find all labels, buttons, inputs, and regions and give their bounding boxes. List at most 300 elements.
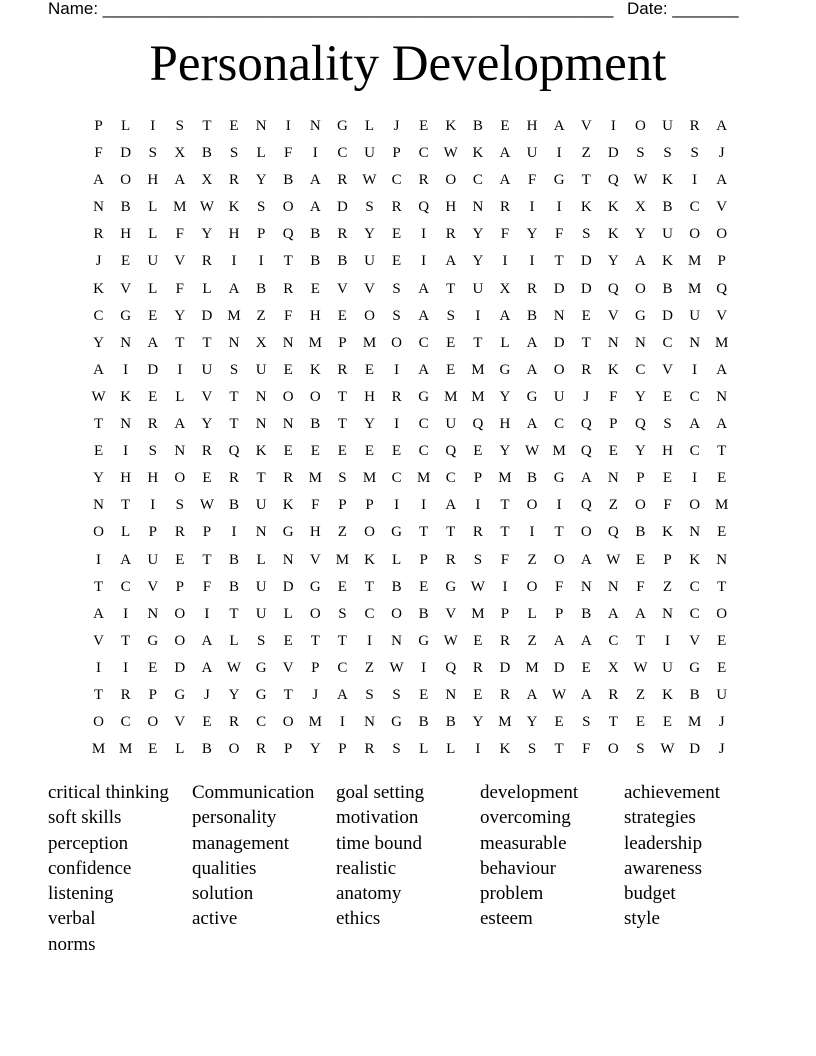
grid-letter: T <box>175 334 185 351</box>
grid-letter: D <box>336 199 348 216</box>
grid-letter: R <box>499 632 510 649</box>
date-field-label: Date: _______ <box>627 0 739 18</box>
grid-letter: H <box>120 226 132 243</box>
grid-letter: A <box>526 416 538 433</box>
grid-letter: M <box>308 470 322 487</box>
grid-letter: E <box>148 388 158 405</box>
grid-letter: N <box>635 334 646 351</box>
grid-letter: T <box>229 416 239 433</box>
grid-letter: R <box>499 686 510 703</box>
grid-letter: D <box>120 145 132 162</box>
grid-letter: H <box>309 307 321 324</box>
grid-letter: T <box>283 686 293 703</box>
grid-letter: U <box>689 307 701 324</box>
grid-letter: E <box>283 443 293 460</box>
grid-letter: S <box>229 361 239 378</box>
grid-letter: A <box>309 172 321 189</box>
grid-letter: R <box>689 118 700 134</box>
grid-letter: U <box>364 145 375 162</box>
grid-letter: Y <box>472 226 484 243</box>
grid-letter: M <box>498 470 512 487</box>
grid-row <box>85 330 736 357</box>
grid-letter: N <box>689 334 701 351</box>
word-bank-column <box>48 780 192 957</box>
grid-row <box>85 465 736 492</box>
grid-letter: U <box>662 118 673 134</box>
grid-letter: M <box>91 741 106 758</box>
grid-letter: K <box>93 280 104 297</box>
grid-letter: I <box>556 497 562 514</box>
grid-letter: B <box>445 714 456 731</box>
grid-letter: J <box>95 253 102 270</box>
grid-letter: M <box>525 659 539 676</box>
grid-letter: U <box>255 605 267 622</box>
grid-letter: T <box>256 470 266 487</box>
grid-letter: R <box>445 551 456 568</box>
grid-letter: N <box>282 551 294 568</box>
grid-letter: E <box>337 578 347 595</box>
grid-letter: Z <box>256 307 266 324</box>
grid-letter: E <box>581 307 591 324</box>
grid-letter: I <box>312 145 318 162</box>
grid-letter: P <box>419 551 428 568</box>
grid-letter: E <box>364 361 375 378</box>
grid-letter: M <box>471 605 485 622</box>
grid-letter: I <box>556 145 562 162</box>
grid-letter: O <box>391 334 402 351</box>
grid-letter: S <box>148 443 157 460</box>
grid-letter: O <box>635 497 646 514</box>
grid-letter: V <box>580 118 592 134</box>
grid-letter: E <box>717 470 727 487</box>
grid-letter: A <box>526 334 538 351</box>
grid-letter: I <box>96 659 102 676</box>
grid-letter: E <box>581 659 591 676</box>
grid-letter: V <box>174 714 186 731</box>
grid-letter: I <box>204 605 210 622</box>
grid-letter: G <box>174 686 186 703</box>
grid-letter: F <box>311 497 320 514</box>
grid-letter: N <box>716 388 728 405</box>
grid-letter: E <box>662 470 673 487</box>
grid-letter: O <box>716 226 728 243</box>
grid-letter: E <box>148 659 158 676</box>
grid-letter: U <box>662 659 673 676</box>
grid-letter: R <box>527 280 538 297</box>
grid-letter: S <box>527 741 537 758</box>
grid-letter: M <box>687 253 702 270</box>
grid-letter: R <box>472 524 483 541</box>
grid-letter: V <box>689 632 701 649</box>
grid-letter: I <box>475 497 481 514</box>
grid-letter: S <box>690 145 699 162</box>
grid-letter: E <box>473 686 483 703</box>
grid-letter: T <box>717 443 727 460</box>
grid-letter: K <box>499 741 511 758</box>
grid-letter: Z <box>527 632 537 649</box>
grid-letter: C <box>689 199 700 216</box>
word-bank-item: ethics <box>336 908 381 930</box>
grid-letter: E <box>473 443 483 460</box>
grid-letter: E <box>500 118 510 134</box>
word-bank-item: Communication <box>192 782 315 803</box>
grid-letter: F <box>609 388 618 405</box>
grid-letter: T <box>473 334 483 351</box>
grid-letter: Q <box>580 443 592 460</box>
grid-letter: N <box>580 578 592 595</box>
grid-letter: S <box>663 416 672 433</box>
grid-letter: E <box>662 388 673 405</box>
grid-letter: C <box>120 714 131 731</box>
grid-letter: V <box>716 307 728 324</box>
grid-letter: A <box>174 172 186 189</box>
grid-letter: P <box>338 497 347 514</box>
word-bank-item: budget <box>624 883 676 905</box>
grid-letter: Y <box>309 741 321 758</box>
grid-letter: C <box>554 416 565 433</box>
grid-letter: W <box>389 659 404 676</box>
grid-letter: B <box>229 578 240 595</box>
grid-letter: L <box>419 741 429 758</box>
grid-letter: B <box>418 714 429 731</box>
word-bank-column <box>336 780 480 957</box>
word-bank-column <box>192 780 336 957</box>
grid-letter: E <box>310 443 320 460</box>
grid-letter: A <box>499 172 511 189</box>
grid-letter: T <box>283 253 293 270</box>
grid-letter: Q <box>445 659 457 676</box>
grid-letter: M <box>227 307 241 324</box>
grid-row <box>85 113 736 140</box>
grid-letter: Y <box>499 388 511 405</box>
grid-letter: R <box>337 361 348 378</box>
grid-letter: N <box>364 714 375 731</box>
grid-letter: L <box>175 741 185 758</box>
grid-letter: T <box>337 416 347 433</box>
grid-letter: Q <box>607 172 619 189</box>
grid-letter: O <box>309 388 321 405</box>
grid-letter: I <box>123 659 129 676</box>
grid-letter: U <box>364 253 375 270</box>
grid-letter: G <box>418 632 430 649</box>
grid-letter: B <box>662 199 673 216</box>
grid-letter: G <box>689 659 701 676</box>
grid-letter: T <box>93 578 104 595</box>
grid-letter: W <box>443 145 458 162</box>
grid-letter: W <box>633 172 648 189</box>
grid-letter: A <box>93 361 104 378</box>
grid-letter: Y <box>364 226 375 243</box>
grid-letter: T <box>202 118 212 134</box>
grid-row <box>85 276 736 303</box>
grid-letter: Q <box>607 524 619 541</box>
grid-letter: G <box>147 632 159 649</box>
grid-letter: T <box>337 388 347 405</box>
grid-letter: L <box>148 226 158 243</box>
grid-letter: I <box>123 605 129 622</box>
grid-letter: Y <box>635 443 646 460</box>
word-bank-item: behaviour <box>480 857 556 879</box>
grid-letter: P <box>284 741 293 758</box>
grid-letter: B <box>689 686 700 703</box>
grid-letter: O <box>553 551 565 568</box>
grid-letter: B <box>201 741 212 758</box>
grid-letter: G <box>391 524 402 541</box>
grid-letter: P <box>609 416 618 433</box>
grid-letter: A <box>445 253 457 270</box>
grid-letter: E <box>391 253 402 270</box>
grid-letter: S <box>392 307 401 324</box>
grid-letter: T <box>554 253 564 270</box>
grid-letter: Q <box>580 416 592 433</box>
grid-letter: K <box>607 226 619 243</box>
grid-letter: N <box>255 416 267 433</box>
grid-letter: P <box>392 145 401 162</box>
grid-letter: L <box>229 632 239 649</box>
grid-letter: I <box>421 226 427 243</box>
grid-letter: W <box>91 388 106 405</box>
grid-letter: D <box>689 741 701 758</box>
grid-letter: O <box>689 226 701 243</box>
grid-letter: N <box>553 307 565 324</box>
grid-letter: M <box>715 497 729 514</box>
grid-letter: N <box>472 199 484 216</box>
grid-row <box>85 438 736 465</box>
grid-letter: F <box>94 145 103 162</box>
grid-letter: J <box>393 118 400 134</box>
grid-letter: V <box>201 388 213 405</box>
grid-letter: M <box>335 551 350 568</box>
grid-letter: O <box>120 172 132 189</box>
grid-letter: N <box>391 632 402 649</box>
grid-letter: R <box>229 470 240 487</box>
grid-letter: U <box>201 361 213 378</box>
grid-letter: O <box>580 524 592 541</box>
grid-letter: S <box>636 741 645 758</box>
word-bank-item: time bound <box>336 832 423 854</box>
grid-letter: J <box>718 741 725 758</box>
grid-letter: R <box>283 470 294 487</box>
grid-letter: A <box>580 551 592 568</box>
grid-letter: I <box>394 361 400 378</box>
grid-letter: N <box>174 443 186 460</box>
grid-letter: J <box>204 686 210 703</box>
grid-letter: N <box>716 551 728 568</box>
grid-letter: B <box>391 578 402 595</box>
grid-letter: L <box>256 145 266 162</box>
grid-letter: F <box>500 226 510 243</box>
grid-letter: H <box>445 199 457 216</box>
grid-letter: P <box>500 605 510 622</box>
grid-letter: R <box>283 280 294 297</box>
grid-letter: A <box>716 361 728 378</box>
grid-letter: B <box>256 280 267 297</box>
grid-letter: C <box>337 659 348 676</box>
grid-letter: F <box>500 551 510 568</box>
grid-letter: B <box>201 145 212 162</box>
grid-letter: T <box>121 632 131 649</box>
grid-letter: Y <box>93 334 104 351</box>
grid-letter: S <box>229 145 239 162</box>
grid-row <box>85 709 736 736</box>
grid-letter: E <box>717 632 727 649</box>
grid-letter: X <box>201 172 213 189</box>
grid-letter: T <box>581 334 591 351</box>
grid-row <box>85 248 736 275</box>
grid-letter: Q <box>607 280 619 297</box>
word-search-grid <box>85 113 736 763</box>
grid-letter: P <box>365 497 374 514</box>
grid-letter: N <box>255 388 267 405</box>
grid-letter: U <box>147 253 159 270</box>
grid-letter: H <box>120 470 132 487</box>
grid-row <box>85 547 736 574</box>
grid-letter: C <box>391 470 402 487</box>
grid-letter: G <box>309 578 321 595</box>
grid-letter: I <box>529 524 535 541</box>
grid-letter: R <box>337 226 348 243</box>
grid-letter: I <box>339 714 345 731</box>
word-bank-item: qualities <box>192 857 257 879</box>
grid-row <box>85 221 736 248</box>
grid-letter: M <box>118 741 133 758</box>
grid-letter: R <box>201 443 212 460</box>
grid-letter: T <box>446 524 456 541</box>
grid-letter: V <box>662 361 673 378</box>
grid-letter: J <box>312 686 319 703</box>
grid-letter: M <box>687 714 702 731</box>
grid-letter: M <box>362 470 377 487</box>
grid-row <box>85 167 736 194</box>
grid-letter: L <box>175 388 185 405</box>
grid-letter: J <box>718 714 725 731</box>
grid-letter: W <box>633 659 648 676</box>
grid-letter: Y <box>499 443 511 460</box>
grid-letter: T <box>229 388 239 405</box>
grid-letter: N <box>309 118 321 134</box>
grid-letter: L <box>527 605 537 622</box>
grid-letter: M <box>308 334 322 351</box>
grid-letter: H <box>662 443 673 460</box>
grid-letter: I <box>475 307 481 324</box>
word-bank-column <box>624 780 768 957</box>
grid-letter: X <box>635 199 646 216</box>
grid-letter: A <box>418 361 430 378</box>
grid-letter: L <box>446 741 456 758</box>
grid-letter: J <box>718 145 725 162</box>
grid-letter: C <box>689 388 700 405</box>
grid-row <box>85 574 736 601</box>
grid-row <box>85 492 736 519</box>
grid-letter: D <box>282 578 294 595</box>
grid-letter: Q <box>445 443 457 460</box>
grid-letter: E <box>662 714 673 731</box>
grid-letter: O <box>526 497 538 514</box>
grid-letter: E <box>446 361 456 378</box>
grid-letter: Q <box>635 416 646 433</box>
grid-letter: U <box>445 416 457 433</box>
grid-letter: U <box>553 388 565 405</box>
grid-letter: S <box>148 145 157 162</box>
grid-letter: S <box>446 307 455 324</box>
grid-letter: F <box>554 578 564 595</box>
grid-letter: N <box>255 524 267 541</box>
grid-row <box>85 384 736 411</box>
grid-letter: K <box>662 524 673 541</box>
grid-letter: K <box>662 172 673 189</box>
grid-letter: S <box>582 714 591 731</box>
word-bank-item: development <box>480 782 579 803</box>
grid-letter: B <box>662 280 673 297</box>
grid-letter: N <box>147 605 159 622</box>
grid-letter: A <box>635 605 646 622</box>
grid-letter: O <box>716 605 728 622</box>
grid-letter: E <box>391 226 402 243</box>
grid-letter: K <box>282 497 294 514</box>
grid-letter: R <box>147 416 158 433</box>
grid-letter: X <box>607 659 619 676</box>
grid-letter: O <box>364 307 375 324</box>
grid-letter: F <box>284 307 293 324</box>
grid-letter: J <box>583 388 590 405</box>
grid-letter: B <box>418 605 429 622</box>
grid-letter: K <box>580 199 592 216</box>
grid-letter: V <box>607 307 619 324</box>
grid-letter: G <box>553 172 565 189</box>
grid-letter: A <box>418 307 430 324</box>
word-bank-item: measurable <box>480 832 567 854</box>
grid-letter: W <box>470 578 485 595</box>
grid-letter: X <box>255 334 267 351</box>
grid-letter: A <box>689 416 701 433</box>
grid-letter: I <box>665 632 671 649</box>
word-bank-item: norms <box>48 933 96 955</box>
grid-letter: A <box>716 416 728 433</box>
grid-letter: I <box>394 416 400 433</box>
grid-letter: L <box>256 551 266 568</box>
grid-letter: C <box>689 605 700 622</box>
grid-letter: E <box>283 361 293 378</box>
grid-letter: I <box>502 578 508 595</box>
grid-letter: G <box>336 118 348 134</box>
grid-letter: W <box>552 686 567 703</box>
grid-letter: L <box>121 524 131 541</box>
grid-letter: R <box>93 226 104 243</box>
grid-letter: O <box>282 199 294 216</box>
grid-letter: U <box>147 551 159 568</box>
grid-letter: I <box>556 199 562 216</box>
grid-letter: K <box>228 199 240 216</box>
grid-letter: G <box>526 388 538 405</box>
grid-letter: T <box>635 632 645 649</box>
grid-letter: G <box>418 388 430 405</box>
grid-letter: S <box>175 497 184 514</box>
grid-letter: B <box>310 226 321 243</box>
grid-letter: E <box>121 253 131 270</box>
grid-letter: T <box>581 172 591 189</box>
grid-letter: M <box>308 714 322 731</box>
grid-letter: F <box>527 172 537 189</box>
grid-letter: P <box>148 524 157 541</box>
grid-letter: Q <box>472 416 484 433</box>
grid-letter: N <box>607 334 619 351</box>
grid-letter: I <box>258 253 264 270</box>
grid-letter: P <box>554 605 564 622</box>
grid-letter: I <box>529 253 535 270</box>
grid-letter: Q <box>418 199 430 216</box>
grid-letter: S <box>256 199 266 216</box>
grid-letter: T <box>419 524 429 541</box>
